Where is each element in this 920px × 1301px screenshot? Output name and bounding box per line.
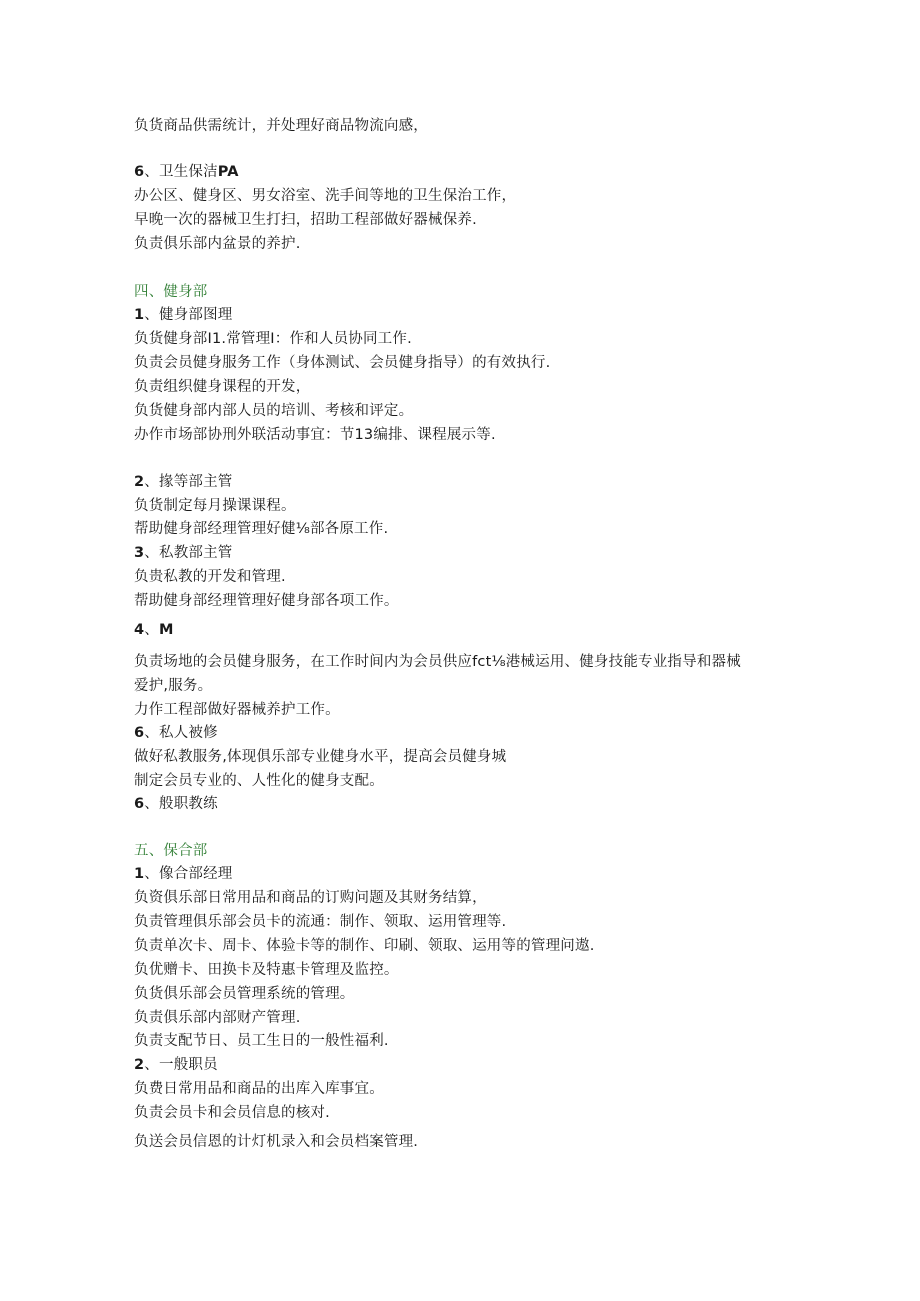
item-number: 6 [134,725,145,741]
section-heading: 五、保合部 [134,843,208,859]
item-number: 1 [134,307,145,323]
text-line: 负费日常用品和商品的出库入库事宜。 [134,1081,384,1097]
text-line: 负货健身部内部人员的培训、考核和评定。 [134,403,414,419]
text-line: 负责组织健身课程的开发， [134,379,311,395]
text-line: 负责俱乐部内盆景的养护. [134,236,301,252]
heading-text: 、一般职员 [144,1057,218,1073]
item-number: 4 [134,622,145,638]
text-line: 做好私教服务,体现俱乐部专业健身水平，提高会员健身城 [134,749,507,765]
text-line: 早晚一次的器械卫生打扫，招助工程部做好器械保养. [134,212,477,228]
text-line: 帮助健身部经理管理好健⅛部各原工作. [134,521,389,537]
text-line: 负责会员健身服务工作（身体测试、会员健身指导）的有效执行. [134,355,551,371]
text-line: 办公区、健身区、男女浴室、洗手间等地的卫生保治工作， [134,188,517,204]
text-line: 力作工程部做好器械养护工作。 [134,702,340,718]
item-number: 1 [134,866,145,882]
text-line: 负货商品供需统计，并处理好商品物流向感， [134,118,428,134]
heading-text: 、健身部图理 [144,307,233,323]
text-line: 办作市场部协刑外联活动事宜：节13编排、课程展示等. [134,427,496,443]
section-heading: 四、健身部 [134,284,208,300]
text-line: 负责场地的会员健身服务，在工作时间内为会员供应fct⅛港械运用、健身技能专业指导和器械 [134,654,741,670]
subsection-heading [134,794,218,814]
text-line: 负责支配节日、员工生日的一般性福利. [134,1033,389,1049]
text-line: 帮助健身部经理管理好健身部各项工作。 [134,593,399,609]
subsection-heading [134,305,233,325]
heading-text: 、像合部经理 [144,866,233,882]
text-line: 负货制定每月操课课程。 [134,498,296,514]
heading-text: 、卫生保洁 [144,164,218,180]
text-line: 负货俱乐部会员管理系统的管理。 [134,986,355,1002]
heading-bold-text: PA [217,164,239,180]
heading-text: 、私教部主管 [144,545,233,561]
text-line: 负贵私教的开发和管理. [134,569,286,585]
subsection-heading [134,472,233,492]
item-number: 2 [134,1057,145,1073]
heading-text: 、 [144,622,159,638]
subsection-heading [134,1055,218,1075]
text-line: 负优赠卡、田换卡及特惠卡管理及监控。 [134,962,399,978]
item-number: 2 [134,474,145,490]
subsection-heading [134,543,233,563]
heading-text: 、掾等部主管 [144,474,233,490]
item-number: 6 [134,164,145,180]
heading-text: 、般职教练 [144,796,218,812]
subsection-heading [134,723,218,743]
text-line: 负送会员信恩的计灯机录入和会员档案管理. [134,1134,419,1150]
text-line: 负责俱乐部内部财产管理. [134,1010,301,1026]
text-line: 负货健身部I1.常管理I：作和人员协同工作. [134,331,412,347]
text-line: 制定会员专业的、人性化的健身支配。 [134,773,384,789]
item-number: 3 [134,545,145,561]
subsection-heading [134,864,233,884]
text-line: 负责会员卡和会员信息的核对. [134,1105,330,1121]
heading-bold-text: M [159,622,174,638]
subsection-heading [134,162,239,182]
text-line: 负资俱乐部日常用品和商品的订购问题及其财务结算， [134,890,487,906]
heading-text: 、私人被修 [144,725,218,741]
text-line: 爱护,服务。 [134,678,213,694]
text-line: 负责管理俱乐部会员卡的流通：制作、领取、运用管理等. [134,914,507,930]
subsection-heading [134,620,174,640]
item-number: 6 [134,796,145,812]
text-line: 负责单次卡、周卡、体验卡等的制作、印刷、领取、运用等的管理问遨. [134,938,595,954]
